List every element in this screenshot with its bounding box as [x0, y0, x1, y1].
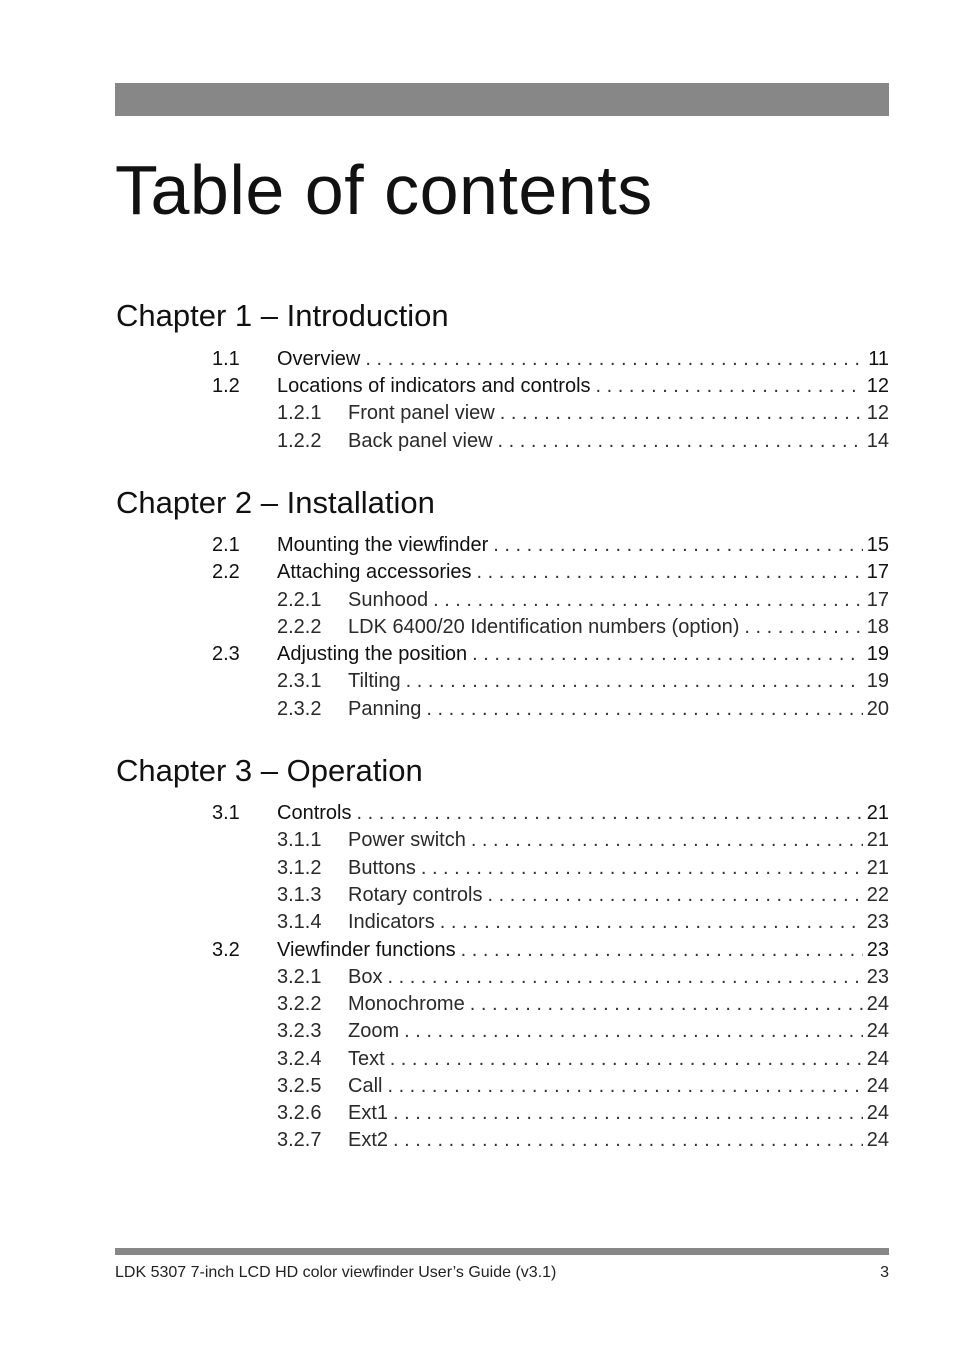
toc-entry-sunhood[interactable] [277, 587, 889, 614]
page-number: 24 [866, 1075, 889, 1097]
dot-leader [390, 1046, 863, 1073]
section-title: Ext1 [348, 1102, 389, 1124]
section-number: 1.2 [212, 375, 240, 397]
section-number: 2.3.1 [277, 670, 322, 692]
section-title: Back panel view [348, 430, 493, 452]
toc-entry-controls[interactable] [212, 800, 889, 827]
toc-entry-panning[interactable] [277, 696, 889, 723]
toc-entry-front-panel-view[interactable] [277, 400, 889, 427]
dot-leader [500, 400, 863, 427]
section-title: Front panel view [348, 402, 495, 424]
dot-leader [387, 1073, 862, 1100]
page-number: 15 [866, 534, 889, 556]
page-number: 20 [866, 698, 889, 720]
page-number: 19 [866, 670, 889, 692]
section-number: 3.2.3 [277, 1020, 322, 1042]
footer-rule [115, 1248, 889, 1255]
toc-entry-mounting-the-viewfinder[interactable] [212, 532, 889, 559]
section-title: Box [348, 966, 383, 988]
toc-entry-viewfinder-functions[interactable] [212, 937, 889, 964]
dot-leader [365, 346, 864, 373]
dot-leader [470, 991, 863, 1018]
toc-entry-ext2[interactable] [277, 1127, 889, 1154]
section-number: 3.1.3 [277, 884, 322, 906]
section-title: Zoom [348, 1020, 400, 1042]
section-number: 2.2.2 [277, 616, 322, 638]
dot-leader [493, 532, 863, 559]
toc-entry-indicators[interactable] [277, 909, 889, 936]
toc-entry-back-panel-view[interactable] [277, 428, 889, 455]
chapter-heading-introduction: Chapter 1 – Introduction [116, 298, 449, 333]
page-number: 18 [866, 616, 889, 638]
page-number: 23 [866, 966, 889, 988]
section-title: LDK 6400/20 Identification numbers (option) [348, 616, 740, 638]
section-number: 1.2.1 [277, 402, 322, 424]
page-number: 21 [866, 829, 889, 851]
section-title: Overview [277, 348, 361, 370]
section-number: 2.2 [212, 561, 240, 583]
toc-entry-locations-of-indicators[interactable] [212, 373, 889, 400]
section-number: 2.3 [212, 643, 240, 665]
section-title: Controls [277, 802, 352, 824]
page-number: 21 [866, 857, 889, 879]
footer-document-title: LDK 5307 7-inch LCD HD color viewfinder User’s Guide (v3.1) [115, 1264, 557, 1281]
page-number: 24 [866, 1129, 889, 1151]
footer-page-number: 3 [880, 1264, 889, 1281]
dot-leader [356, 800, 862, 827]
section-title: Mounting the viewfinder [277, 534, 489, 556]
page-number: 24 [866, 1102, 889, 1124]
chapter-heading-operation: Chapter 3 – Operation [116, 753, 423, 788]
toc-entry-call[interactable] [277, 1073, 889, 1100]
toc-entry-adjusting-the-position[interactable] [212, 641, 889, 668]
toc-entry-monochrome[interactable] [277, 991, 889, 1018]
section-number: 1.1 [212, 348, 240, 370]
section-number: 3.2.2 [277, 993, 322, 1015]
dot-leader [471, 827, 863, 854]
page-number: 21 [866, 802, 889, 824]
section-title: Monochrome [348, 993, 465, 1015]
section-title: Power switch [348, 829, 466, 851]
toc-entry-text[interactable] [277, 1046, 889, 1073]
section-title: Text [348, 1048, 385, 1070]
page-number: 23 [866, 939, 889, 961]
dot-leader [744, 614, 862, 641]
section-title: Attaching accessories [277, 561, 472, 583]
dot-leader [433, 587, 863, 614]
dot-leader [426, 696, 862, 723]
dot-leader [472, 641, 863, 668]
toc-entry-box[interactable] [277, 964, 889, 991]
section-number: 3.1 [212, 802, 240, 824]
section-number: 3.2.5 [277, 1075, 322, 1097]
section-number: 3.2.6 [277, 1102, 322, 1124]
page-number: 24 [866, 1048, 889, 1070]
toc-entry-ext1[interactable] [277, 1100, 889, 1127]
page-number: 12 [866, 402, 889, 424]
page-number: 12 [866, 375, 889, 397]
toc-entry-identification-numbers[interactable] [277, 614, 889, 641]
section-title: Call [348, 1075, 383, 1097]
page-number: 23 [866, 911, 889, 933]
page-number: 17 [866, 589, 889, 611]
toc-entry-overview[interactable] [212, 346, 889, 373]
section-number: 2.3.2 [277, 698, 322, 720]
dot-leader [596, 373, 863, 400]
section-number: 1.2.2 [277, 430, 322, 452]
page-number: 17 [866, 561, 889, 583]
dot-leader [406, 668, 863, 695]
dot-leader [498, 428, 863, 455]
section-title: Sunhood [348, 589, 429, 611]
section-number: 2.2.1 [277, 589, 322, 611]
dot-leader [477, 559, 863, 586]
toc-entry-zoom[interactable] [277, 1018, 889, 1045]
dot-leader [461, 937, 863, 964]
section-title: Adjusting the position [277, 643, 468, 665]
dot-leader [393, 1100, 863, 1127]
page-number: 24 [866, 1020, 889, 1042]
page-number: 14 [866, 430, 889, 452]
section-title: Viewfinder functions [277, 939, 456, 961]
dot-leader [387, 964, 862, 991]
page-title: Table of contents [115, 151, 653, 229]
toc-entry-buttons[interactable] [277, 855, 889, 882]
page-number: 19 [866, 643, 889, 665]
section-title: Tilting [348, 670, 401, 692]
section-number: 3.1.2 [277, 857, 322, 879]
dot-leader [488, 882, 863, 909]
page-number: 22 [866, 884, 889, 906]
section-number: 3.1.1 [277, 829, 322, 851]
toc-entry-rotary-controls[interactable] [277, 882, 889, 909]
section-number: 3.1.4 [277, 911, 322, 933]
section-number: 3.2.1 [277, 966, 322, 988]
page-number: 24 [866, 993, 889, 1015]
header-rule [115, 83, 889, 116]
page-number: 11 [868, 348, 889, 370]
section-title: Locations of indicators and controls [277, 375, 591, 397]
section-title: Indicators [348, 911, 435, 933]
dot-leader [421, 855, 863, 882]
chapter-heading-installation: Chapter 2 – Installation [116, 485, 435, 520]
toc-entry-attaching-accessories[interactable] [212, 559, 889, 586]
section-title: Ext2 [348, 1129, 389, 1151]
section-number: 2.1 [212, 534, 240, 556]
section-title: Buttons [348, 857, 416, 879]
section-number: 3.2.7 [277, 1129, 322, 1151]
dot-leader [404, 1018, 863, 1045]
section-number: 3.2.4 [277, 1048, 322, 1070]
toc-entry-tilting[interactable] [277, 668, 889, 695]
toc-entry-power-switch[interactable] [277, 827, 889, 854]
dot-leader [393, 1127, 863, 1154]
section-title: Panning [348, 698, 422, 720]
section-title: Rotary controls [348, 884, 483, 906]
dot-leader [440, 909, 863, 936]
section-number: 3.2 [212, 939, 240, 961]
